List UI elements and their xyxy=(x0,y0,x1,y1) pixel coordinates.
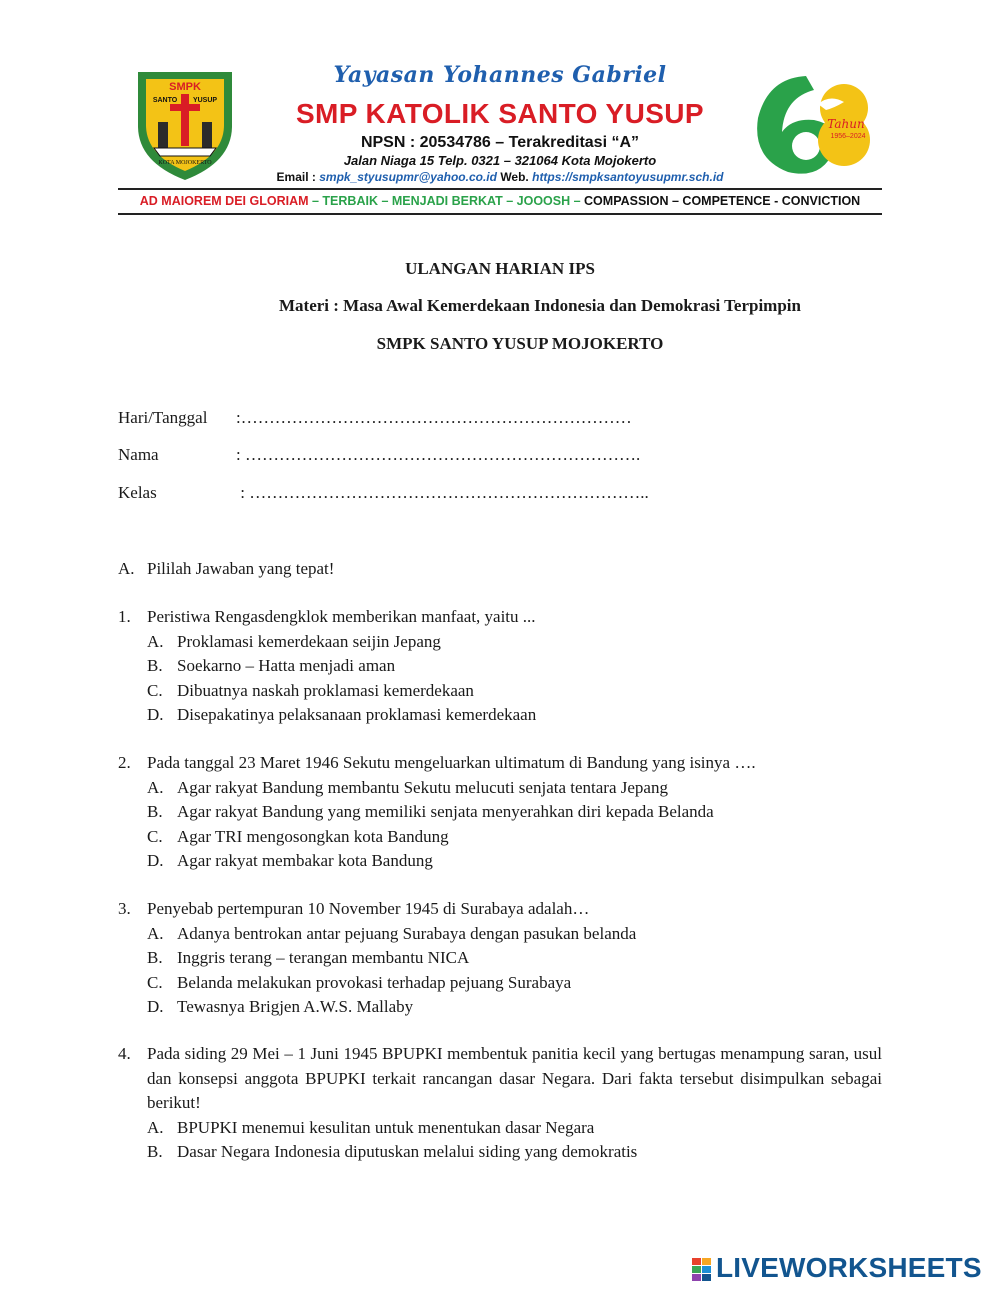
field-name-label: Nama xyxy=(118,445,159,464)
field-date-label: Hari/Tanggal xyxy=(118,408,208,427)
answer-option-b[interactable] xyxy=(118,654,882,679)
exam-subject: Materi : Masa Awal Kemerdekaan Indonesia dan Demokrasi Terpimpin xyxy=(279,296,801,315)
question-4 xyxy=(118,1042,882,1165)
question-2 xyxy=(118,751,882,874)
email-label: Email : xyxy=(276,170,316,184)
question-number: 4. xyxy=(118,1044,131,1063)
option-letter: D. xyxy=(147,705,164,724)
answer-option-b[interactable] xyxy=(118,946,882,971)
option-text: Inggris terang – terangan membantu NICA xyxy=(177,948,470,967)
option-text: Belanda melakukan provokasi terhadap pejuang Surabaya xyxy=(177,972,572,992)
question-text: Pada tanggal 23 Maret 1946 Sekutu mengeluarkan ultimatum di Bandung yang isinya …. xyxy=(147,753,756,772)
field-class-blank[interactable]: : …………………………………………………………….. xyxy=(236,483,649,502)
answer-option-a[interactable] xyxy=(118,630,882,655)
answer-option-c[interactable] xyxy=(118,971,882,996)
option-letter: A. xyxy=(147,1117,164,1137)
motto-red: AD MAIOREM DEI GLORIAM xyxy=(139,194,309,208)
option-letter: B. xyxy=(147,948,163,967)
answer-option-a[interactable] xyxy=(118,1116,882,1141)
email-link[interactable]: smpk_styusupmr@yahoo.co.id xyxy=(319,170,497,184)
answer-option-d[interactable] xyxy=(118,995,882,1020)
option-text: BPUPKI menemui kesulitan untuk menentukan dasar Negara xyxy=(177,1117,595,1137)
npsn-accreditation: NPSN : 20534786 – Terakreditasi “A” xyxy=(360,134,640,151)
web-label: Web. xyxy=(500,170,529,184)
question-text: Pada siding 29 Mei – 1 Juni 1945 BPUPKI membentuk panitia kecil yang bertugas menampung saran, usul dan konsepsi anggota BPUPKI terkait rancangan dasar Negara. Dari fakta tersebut disimpulkan sebagai berikut! xyxy=(147,1044,882,1112)
exam-title: ULANGAN HARIAN IPS xyxy=(405,259,595,278)
option-text: Dasar Negara Indonesia diputuskan melalui siding yang demokratis xyxy=(177,1142,638,1161)
answer-options xyxy=(118,922,882,1020)
school-name: SMP KATOLIK SANTO YUSUP xyxy=(295,98,704,129)
question-3 xyxy=(118,897,882,1020)
option-text: Proklamasi kemerdekaan seijin Jepang xyxy=(177,631,441,651)
option-letter: A. xyxy=(147,631,164,651)
option-text: Tewasnya Brigjen A.W.S. Mallaby xyxy=(177,997,414,1016)
answer-option-d[interactable] xyxy=(118,703,882,728)
option-letter: C. xyxy=(147,680,163,700)
anniversary-logo xyxy=(748,68,876,180)
crest-banner-text: KOTA MOJOKERTO xyxy=(158,160,212,166)
question-text: Peristiwa Rengasdengklok memberikan manfaat, yaitu ... xyxy=(147,607,536,626)
answer-option-c[interactable] xyxy=(118,825,882,850)
answer-options xyxy=(118,630,882,728)
crest-left-text: SANTO xyxy=(152,97,178,104)
option-letter: B. xyxy=(147,656,163,675)
answer-option-b[interactable] xyxy=(118,800,882,825)
answer-option-a[interactable] xyxy=(118,922,882,947)
option-text: Dibuatnya naskah proklamasi kemerdekaan xyxy=(177,680,474,700)
header-rule-bottom xyxy=(118,213,882,215)
field-class xyxy=(118,483,649,503)
option-text: Agar TRI mengosongkan kota Bandung xyxy=(177,826,449,846)
option-letter: B. xyxy=(147,1142,163,1161)
option-text: Agar rakyat membakar kota Bandung xyxy=(177,851,433,870)
option-text: Agar rakyat Bandung yang memiliki senjata menyerahkan diri kepada Belanda xyxy=(177,802,714,821)
answer-option-c[interactable] xyxy=(118,679,882,704)
field-name xyxy=(118,445,640,465)
question-number: 3. xyxy=(118,899,131,918)
contact-line xyxy=(220,170,780,184)
answer-options xyxy=(118,776,882,874)
option-letter: D. xyxy=(147,997,164,1016)
answer-options xyxy=(118,1116,882,1165)
question-text: Penyebab pertempuran 10 November 1945 di Surabaya adalah… xyxy=(147,899,590,918)
option-text: Soekarno – Hatta menjadi aman xyxy=(177,656,396,675)
crest-top-text: SMPK xyxy=(169,81,201,93)
header-rule-top xyxy=(118,188,882,190)
school-address: Jalan Niaga 15 Telp. 0321 – 321064 Kota Mojokerto xyxy=(343,153,657,168)
question-number: 2. xyxy=(118,753,131,772)
liveworksheets-brand[interactable]: LIVEWORKSHEETS xyxy=(716,1252,982,1283)
option-letter: C. xyxy=(147,826,163,846)
option-text: Agar rakyat Bandung membantu Sekutu melucuti senjata tentara Jepang xyxy=(177,777,668,797)
foundation-name: Yayasan Yohannes Gabriel xyxy=(333,62,667,88)
section-instruction xyxy=(118,557,882,582)
option-text: Adanya bentrokan antar pejuang Surabaya dengan pasukan belanda xyxy=(177,923,637,943)
field-date-blank[interactable]: :…………………………………………………………… xyxy=(236,408,632,427)
answer-option-a[interactable] xyxy=(118,776,882,801)
school-motto xyxy=(118,194,882,208)
anniversary-years: 1956–2024 xyxy=(830,133,866,140)
option-letter: B. xyxy=(147,802,163,821)
answer-option-d[interactable] xyxy=(118,849,882,874)
school-crest-logo xyxy=(132,64,238,184)
section-text: Pililah Jawaban yang tepat! xyxy=(147,559,335,578)
field-date xyxy=(118,408,632,428)
field-class-label: Kelas xyxy=(118,483,157,502)
question-number: 1. xyxy=(118,607,131,626)
question-1 xyxy=(118,605,882,728)
liveworksheets-icon xyxy=(692,1258,712,1282)
motto-black: COMPASSION – COMPETENCE - CONVICTION xyxy=(584,194,861,208)
crest-right-text: YUSUP xyxy=(192,97,218,104)
anniversary-label: Tahun xyxy=(827,117,865,131)
section-letter: A. xyxy=(118,559,135,578)
motto-green: – TERBAIK – MENJADI BERKAT – JOOOSH – xyxy=(308,194,585,208)
option-letter: A. xyxy=(147,777,164,797)
option-letter: C. xyxy=(147,972,163,992)
option-letter: D. xyxy=(147,851,164,870)
option-text: Disepakatinya pelaksanaan proklamasi kemerdekaan xyxy=(177,705,537,724)
exam-school: SMPK SANTO YUSUP MOJOKERTO xyxy=(376,334,664,353)
website-link[interactable]: https://smpksantoyusupmr.sch.id xyxy=(532,170,724,184)
option-letter: A. xyxy=(147,923,164,943)
field-name-blank[interactable]: : ……………………………………………………………. xyxy=(236,445,641,464)
answer-option-b[interactable] xyxy=(118,1140,882,1165)
